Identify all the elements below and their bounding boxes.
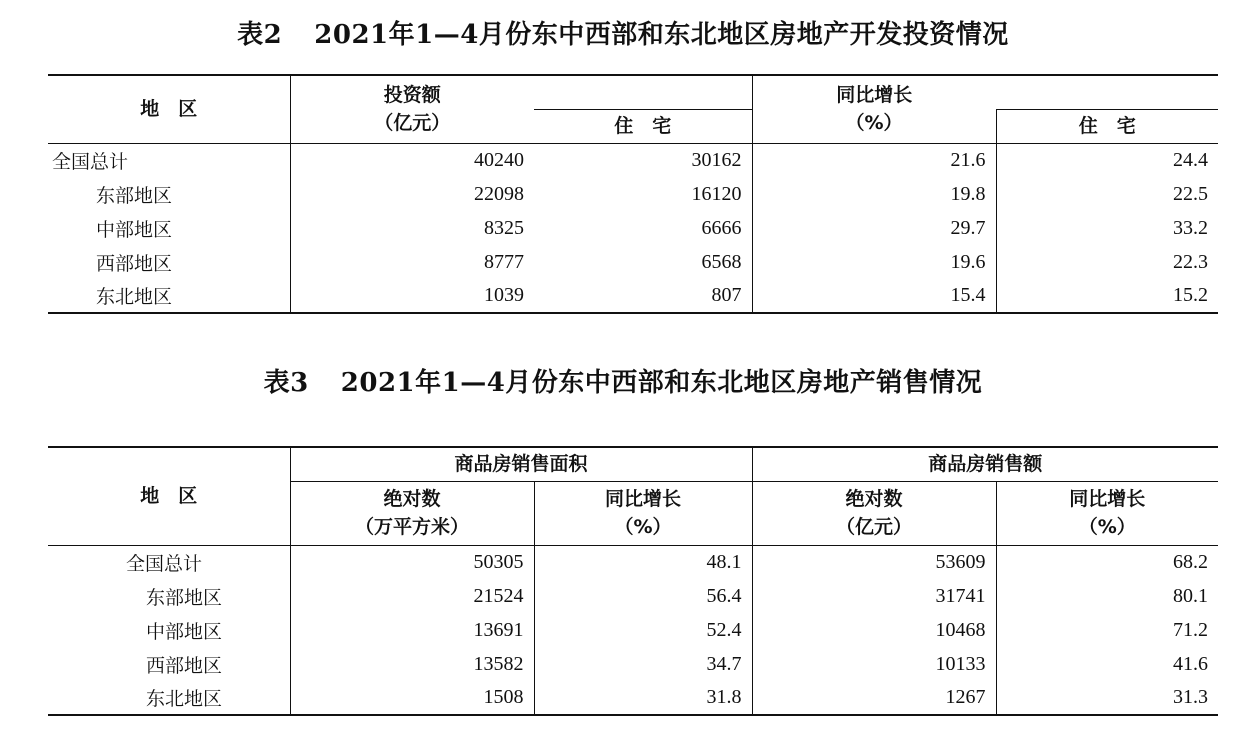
table3-amount: 1267 [752,681,996,715]
table3-area-growth: 48.1 [534,545,752,579]
table2-region: 西部地区 [48,245,290,279]
table3-amount: 10468 [752,613,996,647]
table3-row [48,579,1218,613]
table2-growth-housing: 15.2 [996,279,1218,313]
table3-amount-growth: 71.2 [1173,618,1209,641]
table3-title [0,362,1246,399]
table3-region: 中部地区 [48,613,290,647]
table3-amount-growth: 31.3 [996,681,1218,715]
table2-investment: 8325 [484,216,524,239]
table3-header-area-growth-unit: （%） [614,516,672,538]
table2-header-growth-housing: 住 宅 [996,109,1218,143]
table2-growth: 19.6 [752,245,996,279]
table3-amount: 31741 [752,579,996,613]
table2-header-region: 地 区 [48,75,290,143]
table3-row [48,545,1218,579]
table2 [48,74,1218,314]
table2-investment: 1039 [290,279,534,313]
table2-region: 全国总计 [48,143,290,177]
table2-growth: 19.8 [752,177,996,211]
table3-area-growth: 56.4 [534,579,752,613]
table2-growth-housing: 33.2 [1173,216,1208,239]
table2-growth: 15.4 [752,279,996,313]
table3-header-amount-abs-label: 绝对数 [845,488,903,510]
table3-title-text: 2021年1—4月份东中西部和东北地区房地产销售情况 [340,368,983,398]
table2-investment: 22098 [474,182,524,205]
table3-header-area-abs [290,481,534,545]
table3-row [48,647,1218,681]
table3-header-area-growth-label: 同比增长 [605,488,682,510]
table2-growth: 21.6 [752,143,996,177]
table2-investment: 40240 [474,148,524,171]
table2-row [48,279,1218,313]
table3-amount: 53609 [752,545,996,579]
table3-header-region: 地 区 [48,447,290,545]
table3-header-amount-growth [996,481,1218,545]
table3-header-area-abs-unit: （万平方米） [354,516,469,538]
table3-region: 西部地区 [48,647,290,681]
table2-investment: 8777 [484,250,524,273]
table2-row [48,177,1218,211]
table3-amount: 10133 [752,647,996,681]
table2-housing: 807 [534,279,752,313]
table2-housing: 6666 [534,211,752,245]
table3-row [48,613,1218,647]
table3-header-area-growth [534,481,752,545]
table3-header-amount-abs [752,481,996,545]
table2-region: 中部地区 [48,211,290,245]
table3-area-growth: 34.7 [534,647,752,681]
table3-area: 13691 [290,613,534,647]
table2-header-growth-unit: （%） [752,109,996,143]
table3-header-area-group: 商品房销售面积 [290,447,752,481]
table2-region: 东北地区 [48,279,290,313]
table3-amount-growth: 80.1 [1173,584,1209,607]
table3-area-growth: 52.4 [534,613,752,647]
table3-header-amount-group: 商品房销售额 [752,447,1218,481]
table2-header-housing: 住 宅 [534,109,752,143]
table2-row [48,143,1218,177]
table2-growth-housing: 22.5 [1173,182,1208,205]
table3-amount-growth: 41.6 [1173,652,1209,675]
table2-growth-housing: 22.3 [1173,250,1208,273]
table2-header-investment: 投资额 [290,75,534,109]
table2-title-prefix: 表2 [237,20,283,50]
table3-row [48,681,1218,715]
table3-area: 50305 [290,545,534,579]
table3-area: 1508 [290,681,534,715]
table3-header-amount-abs-unit: （亿元） [836,516,913,538]
table2-row [48,211,1218,245]
table3-header-amount-growth-label: 同比增长 [1069,488,1146,510]
table2-title-text: 2021年1—4月份东中西部和东北地区房地产开发投资情况 [314,20,1009,50]
table3-region: 全国总计 [48,545,290,579]
table2-region: 东部地区 [48,177,290,211]
table3-amount-growth: 68.2 [1173,550,1209,573]
table2-row [48,245,1218,279]
table2-header-growth: 同比增长 [752,75,996,109]
table2-title [0,14,1246,51]
table2-housing: 16120 [534,177,752,211]
table3-header-area-abs-label: 绝对数 [383,488,441,510]
table3 [48,446,1218,716]
table3-area-growth: 31.8 [534,681,752,715]
table2-growth-housing: 24.4 [1173,148,1208,171]
table3-title-prefix: 表3 [263,368,309,398]
table3-region: 东部地区 [48,579,290,613]
table3-area: 13582 [290,647,534,681]
table3-area: 21524 [290,579,534,613]
table2-header-investment-unit: （亿元） [290,109,534,143]
table3-region: 东北地区 [48,681,290,715]
table2-growth: 29.7 [752,211,996,245]
table3-header-amount-growth-unit: （%） [1078,516,1136,538]
table2-housing: 30162 [534,143,752,177]
table2-housing: 6568 [534,245,752,279]
